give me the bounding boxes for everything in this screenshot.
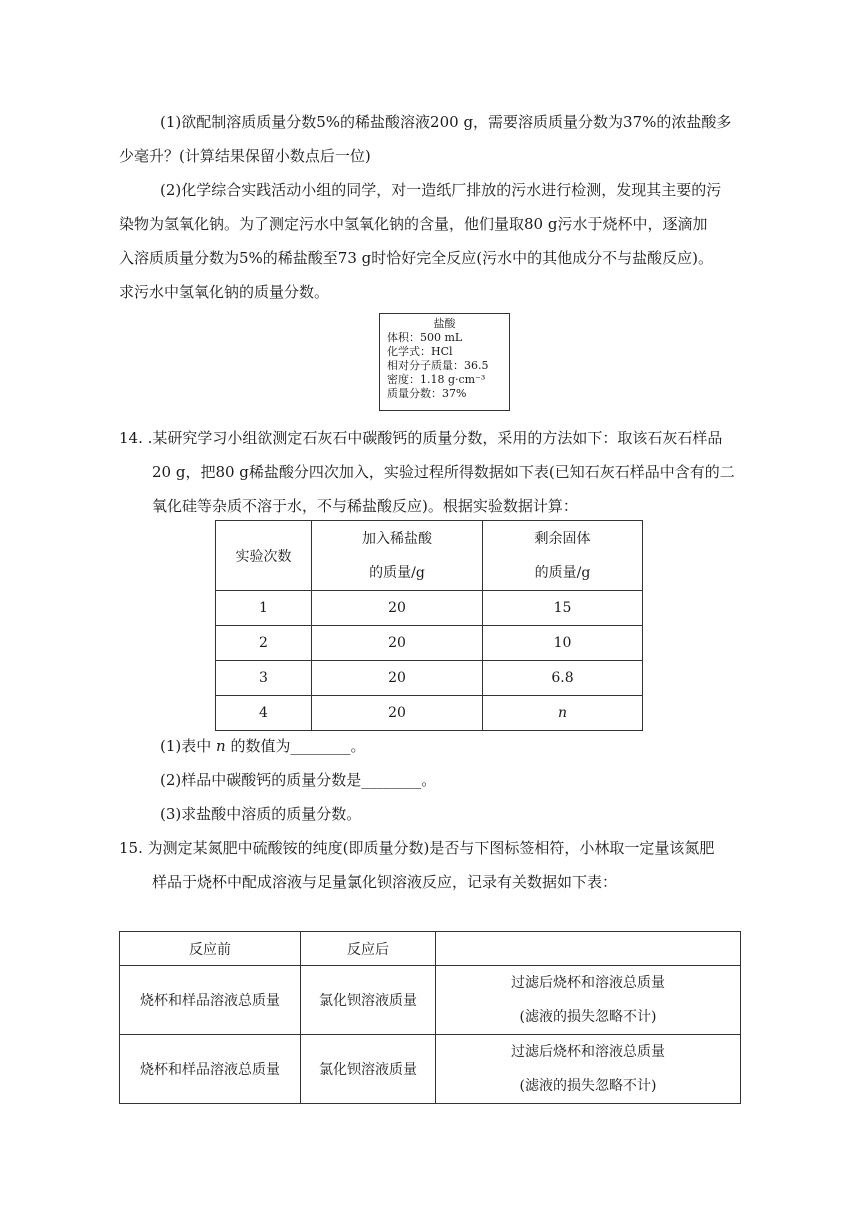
trial-cell: 4 (216, 696, 312, 731)
label-volume: 体积：500 mL (387, 331, 463, 344)
beaker-sample-cell: 烧杯和样品溶液总质量 (120, 966, 301, 1035)
barium-chloride-cell: 氯化钡溶液质量 (301, 1035, 436, 1104)
label-mass-fraction: 质量分数：37% (387, 387, 467, 400)
q13-part2-line1: (2)化学综合实践活动小组的同学，对一造纸厂排放的污水进行检测，发现其主要的污 (160, 181, 722, 199)
q14-sub2: (2)样品中碳酸钙的质量分数是________。 (160, 771, 437, 789)
solid-cell: 6.8 (483, 661, 643, 696)
q14-line1: 14. .某研究学习小组欲测定石灰石中碳酸钙的质量分数，采用的方法如下：取该石灰石样品 (119, 429, 723, 447)
q14-data-table (215, 520, 643, 731)
label-title: 盐酸 (433, 317, 456, 330)
q13-part2-line3: 入溶质质量分数为5%的稀盐酸至73 g时恰好完全反应(污水中的其他成分不与盐酸反应)。 (119, 249, 713, 267)
table-row (120, 966, 741, 1035)
q15-data-table (119, 931, 741, 1104)
solid-cell: 15 (483, 591, 643, 626)
acid-cell: 20 (312, 661, 483, 696)
table-header-before: 反应前 (120, 932, 301, 966)
hydrochloric-acid-label (379, 313, 510, 411)
barium-chloride-cell: 氯化钡溶液质量 (301, 966, 436, 1035)
trial-cell: 1 (216, 591, 312, 626)
q13-part1-line2: 少毫升？(计算结果保留小数点后一位) (119, 147, 371, 165)
q15-line2: 样品于烧杯中配成溶液与足量氯化钡溶液反应，记录有关数据如下表： (152, 873, 618, 891)
filtered-mass-cell: 过滤后烧杯和溶液总质量 (滤液的损失忽略不计) (436, 1035, 741, 1104)
trial-cell: 2 (216, 626, 312, 661)
table-header-solid-mass: 剩余固体 的质量/g (483, 521, 643, 591)
q14-line2: 20 g，把80 g稀盐酸分四次加入，实验过程所得数据如下表(已知石灰石样品中含有的二 (152, 463, 735, 481)
table-header-acid-mass: 加入稀盐酸 的质量/g (312, 521, 483, 591)
label-formula: 化学式：HCl (387, 345, 453, 358)
q15-line1: 15. 为测定某氮肥中硫酸铵的纯度(即质量分数)是否与下图标签相符，小林取一定量该氮肥 (119, 839, 715, 857)
q14-line3: 氧化硅等杂质不溶于水，不与稀盐酸反应)。根据实验数据计算： (152, 497, 578, 515)
table-row (216, 696, 643, 731)
table-row (216, 661, 643, 696)
q14-sub3: (3)求盐酸中溶质的质量分数。 (160, 805, 362, 823)
label-density: 密度：1.18 g·cm⁻³ (387, 373, 486, 386)
beaker-sample-cell: 烧杯和样品溶液总质量 (120, 1035, 301, 1104)
table-header-trial: 实验次数 (216, 521, 312, 591)
table-header-after: 反应后 (301, 932, 436, 966)
filtered-mass-cell: 过滤后烧杯和溶液总质量 (滤液的损失忽略不计) (436, 966, 741, 1035)
q14-sub1: (1)表中 n 的数值为________。 (160, 737, 366, 755)
solid-cell: n (483, 696, 643, 731)
trial-cell: 3 (216, 661, 312, 696)
table-row (216, 591, 643, 626)
table-header-empty (436, 932, 741, 966)
table-row (120, 1035, 741, 1104)
acid-cell: 20 (312, 591, 483, 626)
table-row (216, 626, 643, 661)
acid-cell: 20 (312, 626, 483, 661)
q13-part2-line4: 求污水中氢氧化钠的质量分数。 (119, 283, 330, 301)
q13-part2-line2: 染物为氢氧化钠。为了测定污水中氢氧化钠的含量，他们量取80 g污水于烧杯中，逐滴加 (119, 215, 708, 233)
label-molecular-mass: 相对分子质量：36.5 (387, 359, 489, 372)
acid-cell: 20 (312, 696, 483, 731)
solid-cell: 10 (483, 626, 643, 661)
q13-part1-line1: (1)欲配制溶质质量分数5%的稀盐酸溶液200 g，需要溶质质量分数为37%的浓盐酸多 (160, 113, 732, 131)
